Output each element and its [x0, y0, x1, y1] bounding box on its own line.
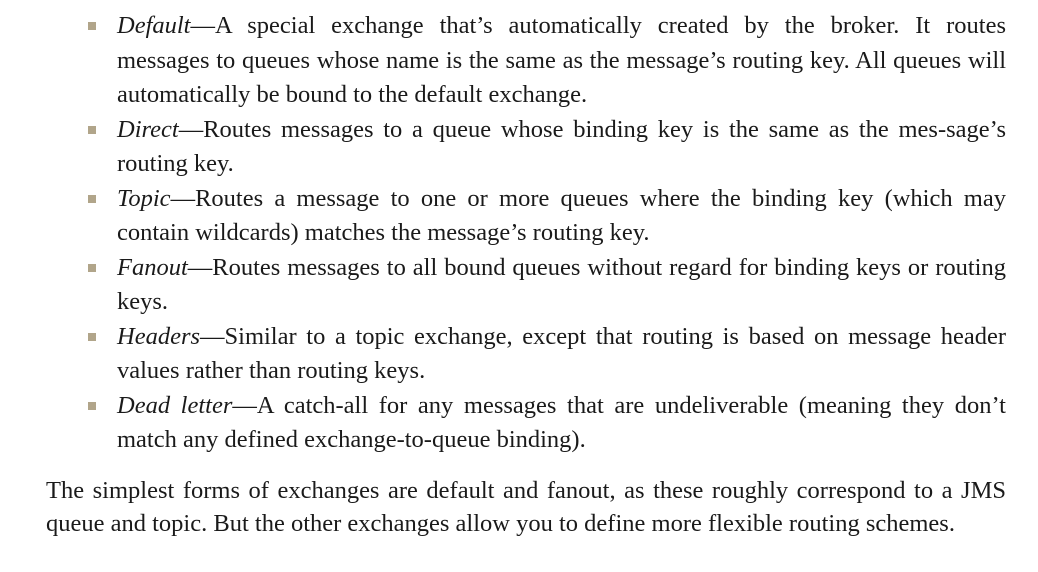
list-item-headers: [86, 320, 1006, 389]
description-dead-letter: A catch-all for any messages that are undeliverable (meaning they don’t match any defined exchange-to-queue binding).: [117, 391, 1006, 453]
em-dash: —: [190, 12, 215, 39]
square-bullet-icon: [88, 402, 96, 410]
term-topic: Topic: [117, 184, 171, 212]
square-bullet-icon: [88, 333, 96, 341]
description-topic: Routes a message to one or more queues where the binding key (which may contain wildcards) matches the message’s routing key.: [117, 184, 1006, 246]
exchange-types-list: [86, 9, 1006, 458]
list-item-direct: [86, 113, 1006, 182]
term-default: Default: [117, 12, 191, 39]
square-bullet-icon: [88, 264, 96, 272]
term-dead-letter: Dead letter: [117, 391, 233, 419]
term-direct: Direct: [117, 115, 179, 143]
square-bullet-icon: [88, 195, 96, 203]
em-dash: —: [170, 184, 196, 212]
em-dash: —: [232, 391, 257, 419]
term-fanout: Fanout: [117, 253, 188, 281]
list-item-fanout: [86, 251, 1006, 320]
em-dash: —: [200, 322, 225, 350]
description-fanout: Routes messages to all bound queues without regard for binding keys or routing keys.: [117, 253, 1006, 315]
description-default: A special exchange that’s automatically created by the broker. It routes messages to queues whose name is the same as the message’s routing key. All queues will automatically be bound to the default exchange.: [117, 12, 1006, 108]
term-headers: Headers: [117, 322, 201, 350]
list-item-default: [86, 9, 1006, 113]
description-direct: Routes messages to a queue whose binding key is the same as the mes-sage’s routing key.: [117, 115, 1006, 177]
list-item-topic: [86, 182, 1006, 251]
square-bullet-icon: [88, 22, 96, 30]
square-bullet-icon: [88, 126, 96, 134]
em-dash: —: [187, 253, 213, 281]
list-item-dead-letter: [86, 389, 1006, 458]
description-headers: Similar to a topic exchange, except that routing is based on message header values rather than routing keys.: [117, 322, 1006, 384]
body-paragraph: The simplest forms of exchanges are default and fanout, as these roughly correspond to a JMS queue and topic. But the other exchanges allow you to define more flexible routing schemes.: [46, 477, 1006, 537]
em-dash: —: [178, 115, 204, 143]
